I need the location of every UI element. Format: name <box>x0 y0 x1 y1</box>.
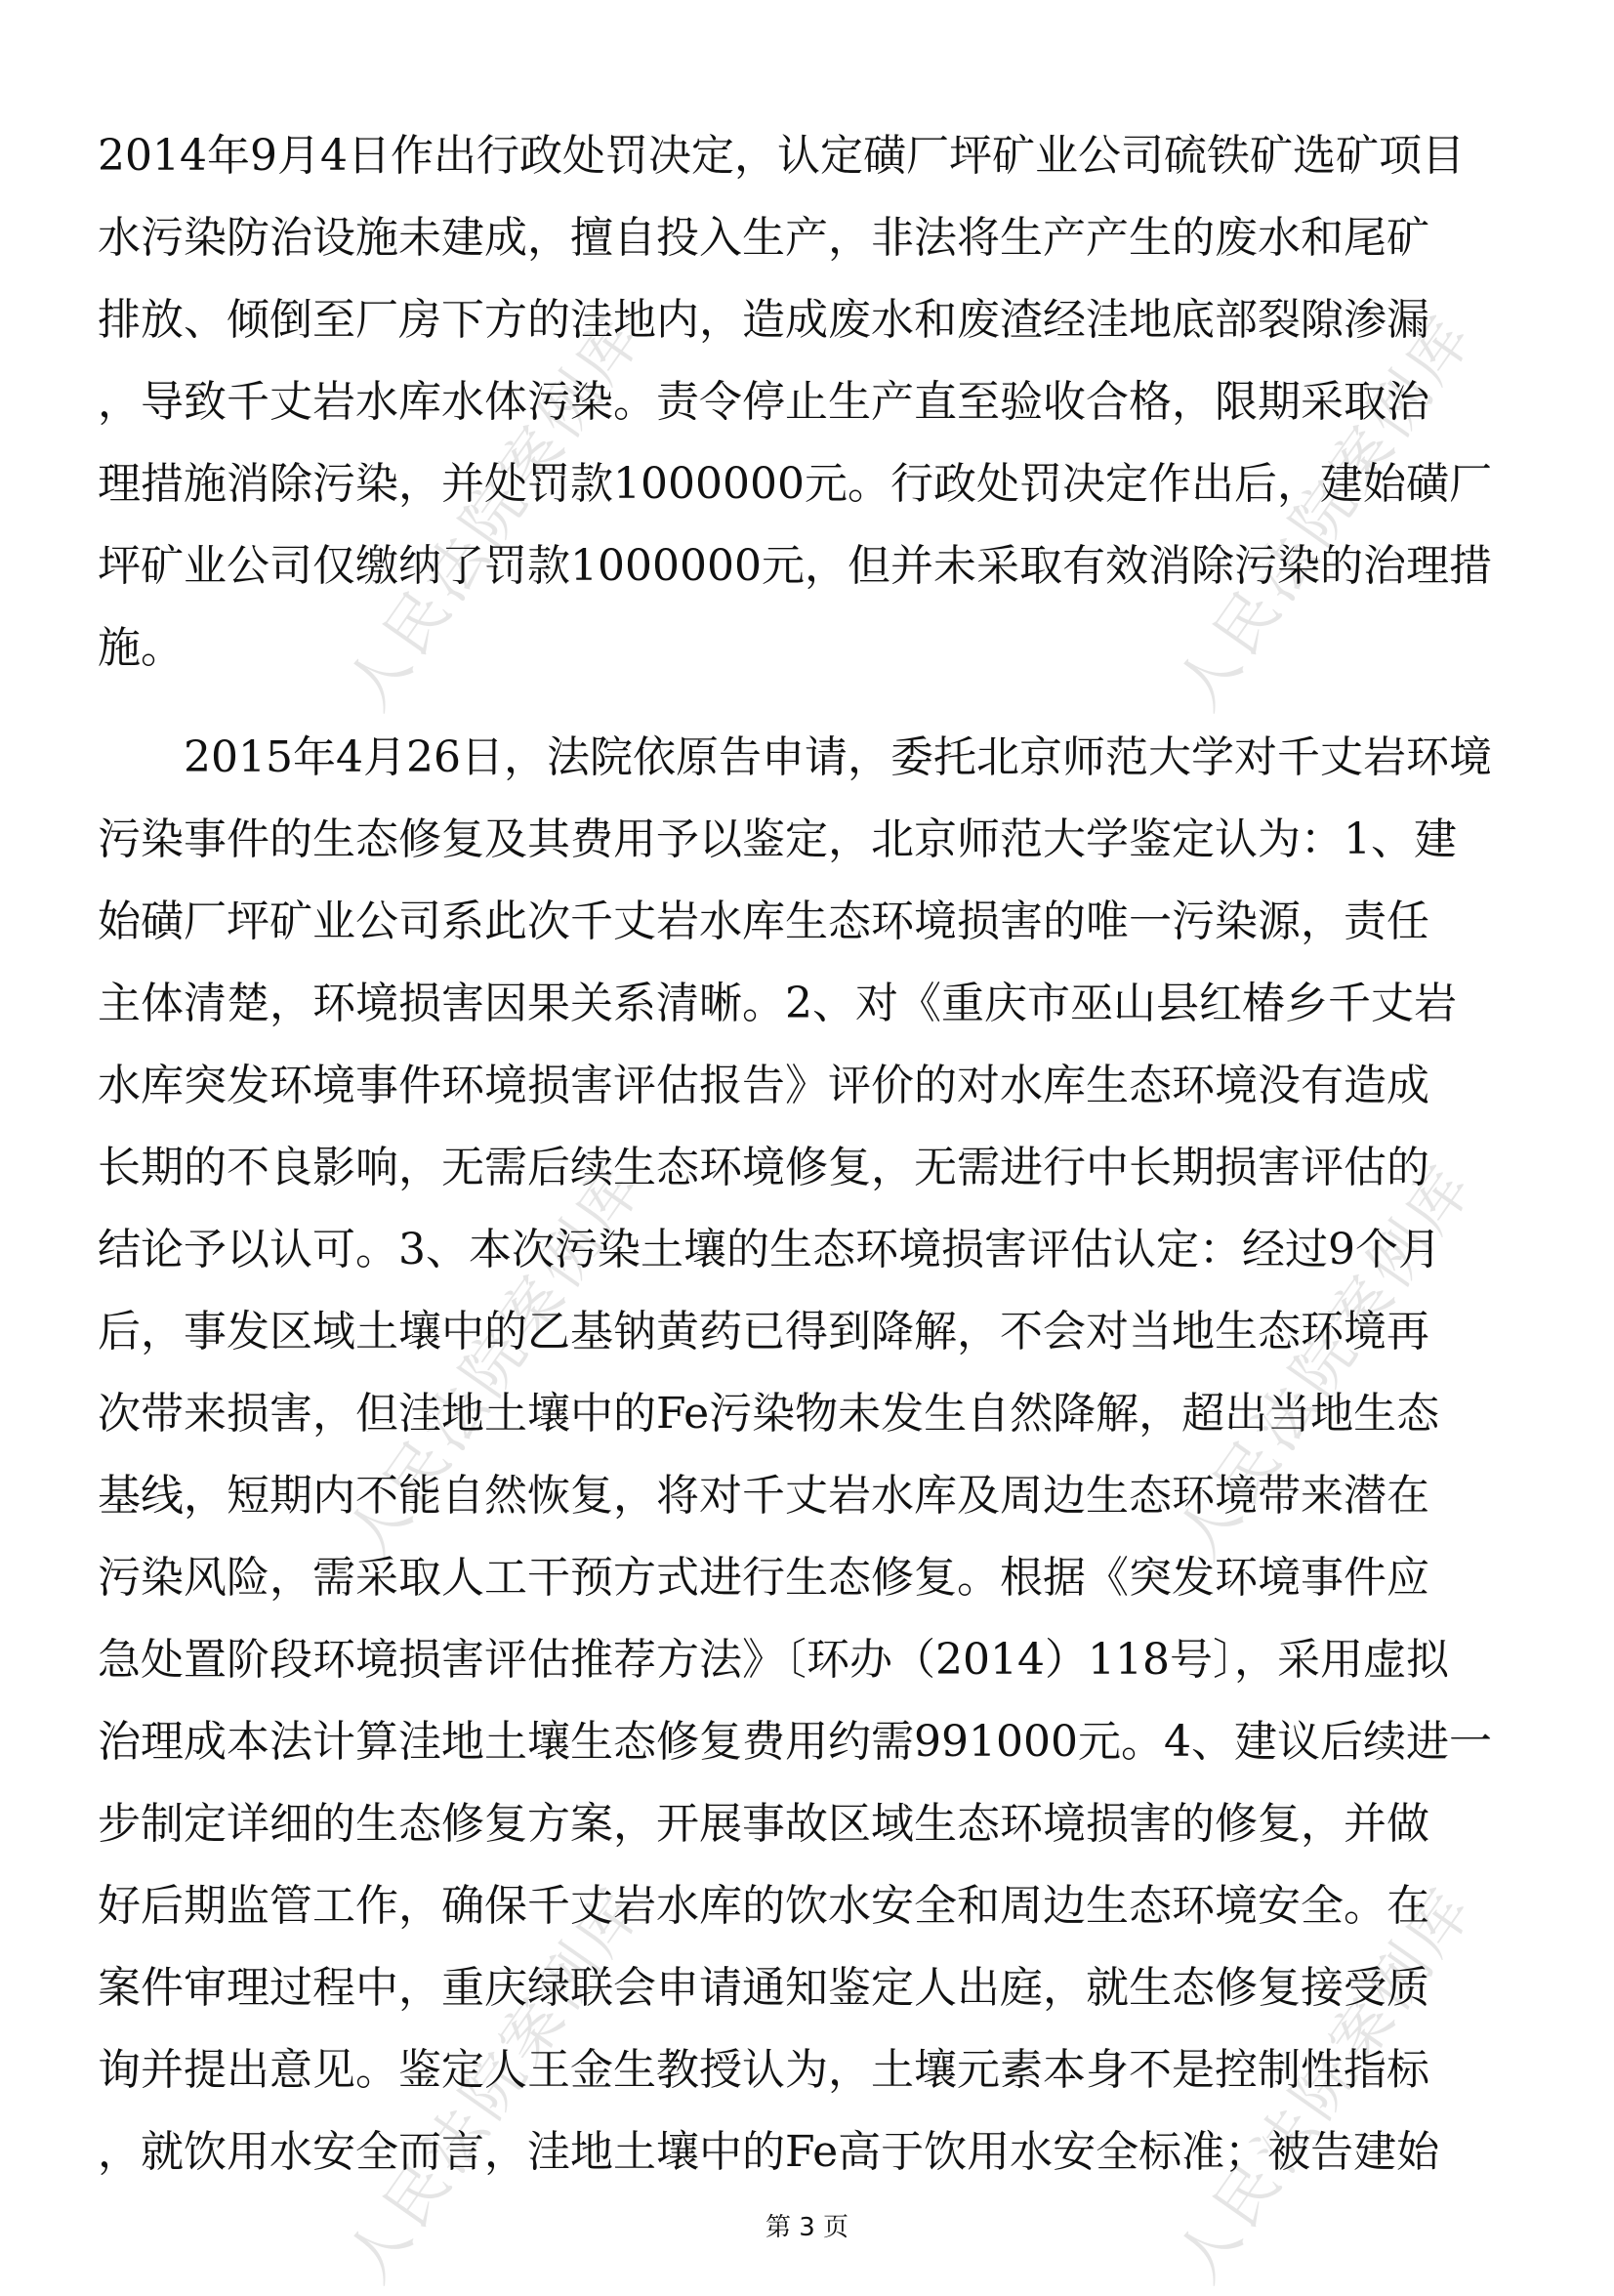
text-line: 2014年9月4日作出行政处罚决定，认定磺厂坪矿业公司硫铁矿选矿项目 <box>98 131 1465 181</box>
text-line: 水污染防治设施未建成，擅自投入生产，非法将生产产生的废水和尾矿 <box>98 213 1429 263</box>
text-line: ，导致千丈岩水库水体污染。责令停止生产直至验收合格，限期采取治 <box>98 377 1429 427</box>
watermark-top-right: 人民法院案例库 <box>1162 300 1488 723</box>
text-line: ，就饮用水安全而言，洼地土壤中的Fe高于饮用水安全标准；被告建始 <box>98 2127 1440 2177</box>
text-line: 案件审理过程中，重庆绿联会申请通知鉴定人出庭，就生态修复接受质 <box>98 1963 1429 2013</box>
text-line: 始磺厂坪矿业公司系此次千丈岩水库生态环境损害的唯一污染源，责任 <box>98 897 1429 946</box>
text-line: 结论予以认可。3、本次污染土壤的生态环境损害评估认定：经过9个月 <box>98 1225 1441 1274</box>
text-line: 询并提出意见。鉴定人王金生教授认为，土壤元素本身不是控制性指标 <box>98 2045 1429 2095</box>
text-line: 坪矿业公司仅缴纳了罚款1000000元，但并未采取有效消除污染的治理措 <box>98 541 1492 591</box>
text-line: 好后期监管工作，确保千丈岩水库的饮水安全和周边生态环境安全。在 <box>98 1881 1429 1931</box>
text-line: 污染事件的生态修复及其费用予以鉴定，北京师范大学鉴定认为：1、建 <box>98 814 1457 864</box>
paragraph-1 <box>98 115 1523 689</box>
text-line: 理措施消除污染，并处罚款1000000元。行政处罚决定作出后，建始磺厂 <box>98 459 1492 509</box>
text-line: 长期的不良影响，无需后续生态环境修复，无需进行中长期损害评估的 <box>98 1143 1429 1192</box>
text-line: 急处置阶段环境损害评估推荐方法》〔环办（2014）118号〕，采用虚拟 <box>98 1635 1449 1685</box>
watermark-middle-right: 人民法院案例库 <box>1162 1149 1488 1572</box>
paragraph-2 <box>98 717 1523 2193</box>
watermark-top-left: 人民法院案例库 <box>332 300 658 723</box>
text-line: 次带来损害，但洼地土壤中的Fe污染物未发生自然降解，超出当地生态 <box>98 1389 1440 1439</box>
page-number: 第 3 页 <box>765 2213 849 2242</box>
text-line: 水库突发环境事件环境损害评估报告》评价的对水库生态环境没有造成 <box>98 1061 1429 1110</box>
watermark-middle-left: 人民法院案例库 <box>332 1149 658 1572</box>
text-line: 后，事发区域土壤中的乙基钠黄药已得到降解，不会对当地生态环境再 <box>98 1307 1429 1357</box>
text-line: 2015年4月26日，法院依原告申请，委托北京师范大学对千丈岩环境 <box>98 732 1492 782</box>
text-line: 基线，短期内不能自然恢复，将对千丈岩水库及周边生态环境带来潜在 <box>98 1471 1429 1521</box>
text-line: 施。 <box>98 623 184 673</box>
watermark-bottom-right: 人民法院案例库 <box>1162 1872 1488 2295</box>
text-line: 排放、倾倒至厂房下方的洼地内，造成废水和废渣经洼地底部裂隙渗漏 <box>98 295 1429 345</box>
text-line: 主体清楚，环境损害因果关系清晰。2、对《重庆市巫山县红椿乡千丈岩 <box>98 979 1457 1028</box>
text-line: 治理成本法计算洼地土壤生态修复费用约需991000元。4、建议后续进一 <box>98 1717 1492 1767</box>
text-line: 步制定详细的生态修复方案，开展事故区域生态环境损害的修复，并做 <box>98 1799 1429 1849</box>
watermark-bottom-left: 人民法院案例库 <box>332 1872 658 2295</box>
text-line: 污染风险，需采取人工干预方式进行生态修复。根据《突发环境事件应 <box>98 1553 1429 1603</box>
body-text <box>98 115 1523 2193</box>
